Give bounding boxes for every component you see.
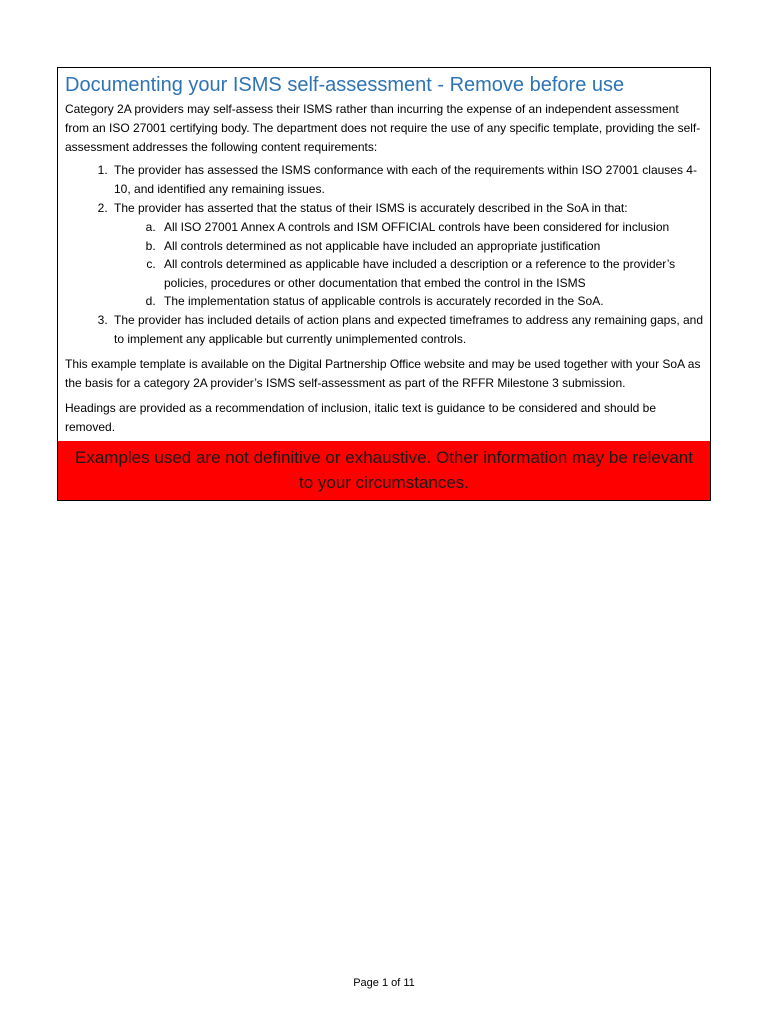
requirement-text: The provider has asserted that the status of their ISMS is accurately described in the SoA in that: <box>114 201 628 215</box>
requirement-item <box>111 311 704 349</box>
headings-note-paragraph: Headings are provided as a recommendation of inclusion, italic text is guidance to be considered and should be removed. <box>65 400 657 434</box>
soa-criteria-item: d. The implementation status of applicable controls is accurately recorded in the SoA. <box>159 292 704 311</box>
guidance-box <box>57 67 711 501</box>
availability-paragraph: This example template is available on the Digital Partnership Office website and may be used together with your SoA as the basis for a category 2A provider’s ISMS self-assessment as part of the RFFR Milestone 3 submission. <box>65 356 701 390</box>
soa-criteria-item: a. All ISO 27001 Annex A controls and ISM OFFICIAL controls have been considered for inclusion <box>159 218 704 237</box>
guidance-title: Documenting your ISMS self-assessment - Remove before use <box>65 74 625 96</box>
warning-banner: Examples used are not definitive or exhaustive. Other information may be relevant to your circumstances. <box>58 441 710 500</box>
requirement-item <box>111 199 704 311</box>
soa-criteria-item: b. All controls determined as not applicable have included an appropriate justification <box>159 237 704 256</box>
soa-criteria-list <box>114 218 704 311</box>
intro-paragraph: Category 2A providers may self-assess their ISMS rather than incurring the expense of an independent assessment from an ISO 27001 certifying body. The department does not require the use of any specific template, providing the self-assessment addresses the following content requirements: <box>65 102 701 154</box>
soa-criteria-item: c. All controls determined as applicable have included a description or a reference to the provider’s policies, procedures or other documentation that embed the control in the ISMS <box>159 255 704 292</box>
requirements-list <box>65 161 704 349</box>
requirement-item <box>111 161 704 199</box>
guidance-content <box>58 68 710 437</box>
requirement-text: The provider has included details of action plans and expected timeframes to address any remaining gaps, and to implement any applicable but currently unimplemented controls. <box>114 312 704 346</box>
requirement-text: The provider has assessed the ISMS conformance with each of the requirements within ISO 27001 clauses 4-10, and identified any remaining issues. <box>114 163 697 196</box>
page-number: Page 1 of 11 <box>353 977 415 989</box>
